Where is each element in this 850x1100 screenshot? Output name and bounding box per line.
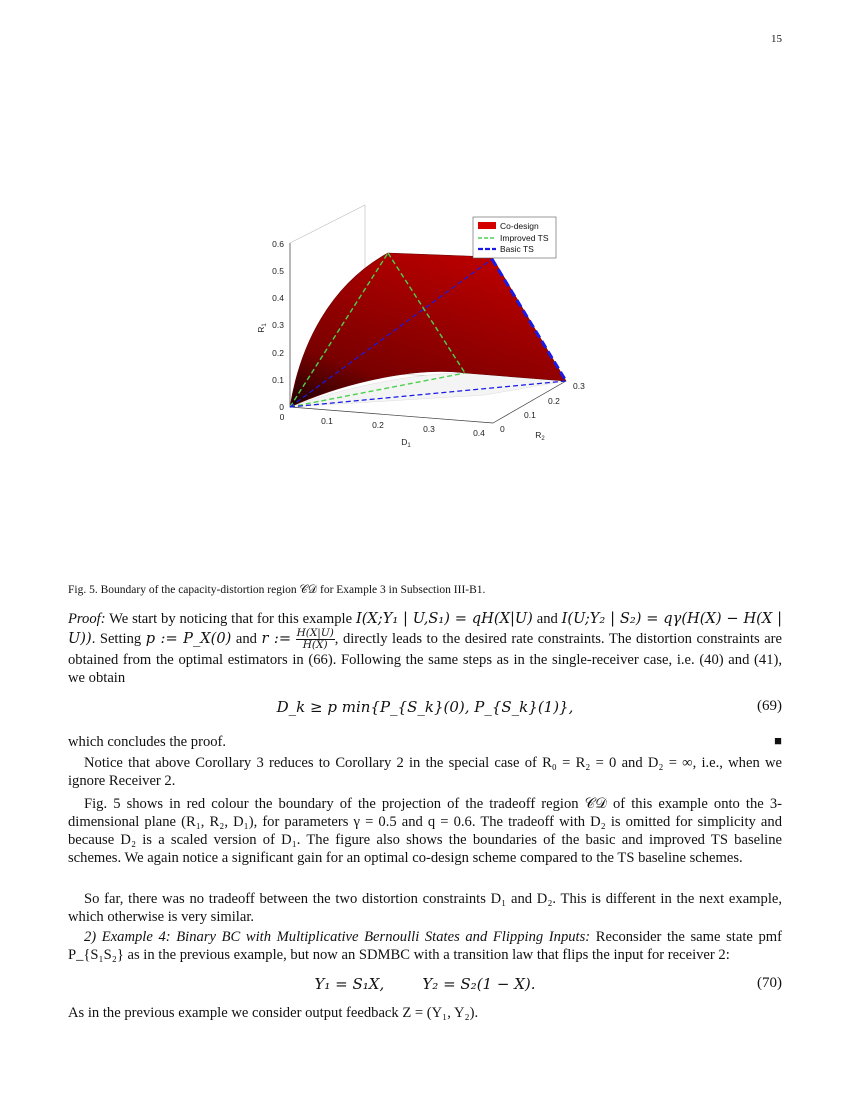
paragraph-proof-end: which concludes the proof. (68, 734, 227, 750)
figure-3d-surface (230, 195, 620, 465)
z-tick-2: 0.2 (272, 348, 284, 358)
x-axis-ticks (280, 412, 486, 438)
equation-70-number: (70) (757, 975, 782, 991)
x-tick-2: 0.2 (372, 420, 384, 430)
equation-70-body: Y₁ = S₁X, Y₂ = S₂(1 − X). (314, 975, 536, 993)
y-axis-label: $R_2$ (535, 430, 545, 442)
x-tick-1: 0.1 (321, 416, 333, 426)
z-tick-1: 0.1 (272, 375, 284, 385)
y-tick-1: 0.1 (524, 410, 536, 420)
z-axis-label: $R_1$ (256, 323, 268, 333)
z-tick-6: 0.6 (272, 239, 284, 249)
equation-69-body: D_k ≥ p min{P_{S_k}(0), P_{S_k}(1)}, (276, 698, 574, 716)
paragraph-output-feedback: As in the previous example we consider output feedback Z = (Y₁, Y₂). (68, 1005, 479, 1021)
example-4-heading: 2) Example 4: Binary BC with Multiplicative Bernoulli States and Flipping Inputs: (84, 929, 591, 945)
z-tick-0: 0 (279, 402, 284, 412)
legend-swatch-co-design (478, 222, 496, 229)
equation-69-number: (69) (757, 698, 782, 714)
legend-label-co-design: Co-design (500, 221, 539, 231)
z-axis-ticks (272, 239, 284, 412)
z-tick-3: 0.3 (272, 320, 284, 330)
qed-symbol: ■ (774, 733, 782, 748)
x-tick-3: 0.3 (423, 424, 435, 434)
paragraph-corollary-note: Notice that above Corollary 3 reduces to Corollary 2 in the special case of R₀ = R₂ = 0 and D₂ = ∞, i.e., when we ignore Receiver 2. (68, 755, 782, 789)
legend (473, 217, 556, 258)
y-tick-0: 0 (500, 424, 505, 434)
x-tick-4: 0.4 (473, 428, 485, 438)
paragraph-tradeoff: So far, there was no tradeoff between the two distortion constraints D₁ and D₂. This is different in the next example, which otherwise is very similar. (68, 891, 782, 925)
x-tick-0: 0 (279, 412, 285, 422)
z-tick-5: 0.5 (272, 266, 284, 276)
fraction: $\frac{H(X|U)}{H(X)}$ (296, 627, 334, 651)
proof-paragraph: Proof: We start by noticing that for this example I(X;Y₁ | U,S₁) = qH(X|U) and I(U;Y₂ | S₂) = qγ(H(X) − H(X | U)). Setting p := P_X(0) and r := $\frac{H(X|U)}{H(X)}$ , directly leads to the desired rate constraints. The distortion constraints are obtained from the optimal estimators in (66). Following the same steps as in the single-receiver case, i.e. (40) and (41), we obtain (68, 610, 783, 686)
legend-label-improved-ts: Improved TS (500, 233, 549, 243)
page-number: 15 (771, 33, 782, 45)
y-tick-2: 0.2 (548, 396, 560, 406)
x-axis-label: $D_1$ (401, 437, 411, 449)
y-tick-3: 0.3 (573, 381, 585, 391)
proof-label: Proof: (68, 611, 106, 627)
legend-label-basic-ts: Basic TS (500, 244, 534, 254)
paragraph-fig-description: Fig. 5 shows in red colour the boundary of the projection of the tradeoff region 𝒞𝒟 of this example onto the 3-dimensional plane (R₁, R₂, D₁), for parameters γ = 0.5 and q = 0.6. The tradeoff with D₂ is omitted for simplicity and because D₂ is a scaled version of D₁. The figure also shows the boundaries of the basic and improved TS baseline schemes. We again notice a significant gain for an optimal co-design scheme compared to the TS baseline schemes. (68, 796, 782, 866)
z-tick-4: 0.4 (272, 293, 284, 303)
figure-caption: Fig. 5. Boundary of the capacity-distortion region 𝒞𝒟 for Example 3 in Subsection III-B1. (68, 584, 486, 596)
paragraph-example-4: 2) Example 4: Binary BC with Multiplicative Bernoulli States and Flipping Inputs: Reconsider the same state pmf P_{S₁S₂} as in the previous example, but now an SDMBC with a transition law that flips the input for receiver 2: (68, 929, 782, 963)
